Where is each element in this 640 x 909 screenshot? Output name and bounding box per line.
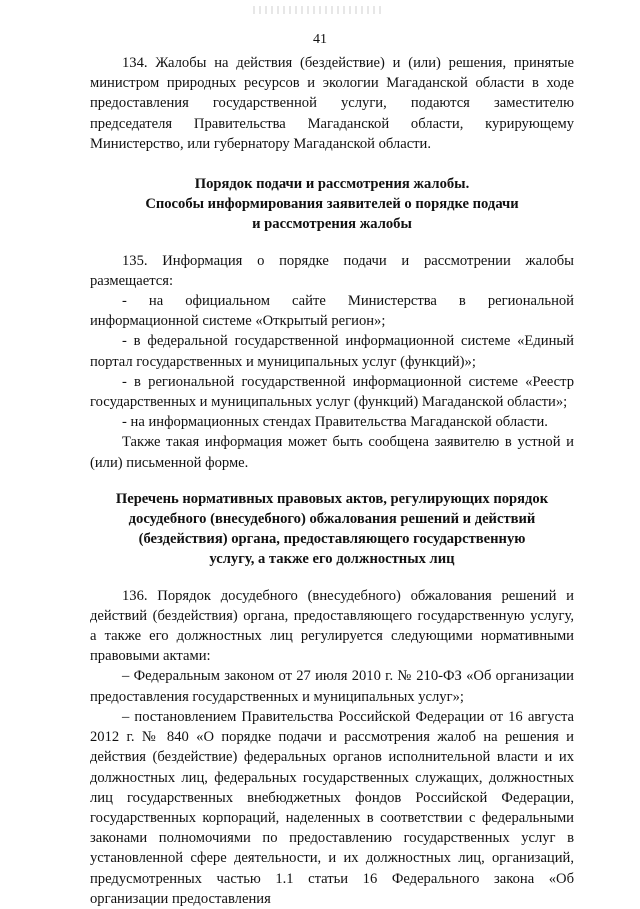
section-heading-complaint-procedure-line-1: Порядок подачи и рассмотрения жалобы. [194,176,470,193]
list-item: - в региональной государственной информационной системе «Реестр государственных и муниципальных услуг (функций) Магаданской области»; [90,373,574,411]
section-heading-legal-acts-line-3: (бездействия) органа, предоставляющего государственную [138,531,526,548]
list-item: – Федеральным законом от 27 июля 2010 г. № 210-ФЗ «Об организации предоставления государственных и муниципальных услуг»; [90,668,574,705]
section-heading-legal-acts-line-2: досудебного (внесудебного) обжалования решений и действий [128,511,536,528]
paragraph-134: 134. Жалобы на действия (бездействие) и (или) решения, принятые министром природных ресурсов и экологии Магаданской области в ходе предоставления государственной услуги, подаются заместителю председателя Правительства Магаданской области, курирующему Министерство, или губернатору Магаданской области. [90,55,574,152]
scan-artifact [253,6,383,14]
section-heading-complaint-procedure-line-2: Способы информирования заявителей о порядке подачи [145,196,519,213]
paragraph-135-intro: 135. Информация о порядке подачи и рассмотрении жалобы размещается: [90,252,574,289]
paragraph-135-note: Также такая информация может быть сообщена заявителю в устной и (или) письменной форме. [90,434,574,471]
document-body [90,53,574,909]
section-heading-legal-acts-line-4: услугу, а также его должностных лиц [209,551,455,568]
list-item: – постановлением Правительства Российской Федерации от 16 августа 2012 г. № 840 «О порядке подачи и рассмотрения жалоб на решения и действия (бездействие) федеральных органов исполнительной власти и их должностных лиц, федеральных государственных служащих, должностных лиц государственных внебюджетных фондов Российской Федерации, государственных корпораций, наделенных в соответствии с федеральными законами полномочиями по предоставлению государственных услуг в установленной сфере деятельности, и их должностных лиц, организаций, предусмотренных частью 1.1 статьи 16 Федерального закона «Об организации предоставления [90,708,574,907]
list-item: - в федеральной государственной информационной системе «Единый портал государственных и муниципальных услуг (функций)»; [90,333,574,370]
page-number: 41 [313,32,327,47]
list-item: - на информационных стендах Правительства Магаданской области. [122,414,548,431]
list-item: - на официальном сайте Министерства в региональной информационной системе «Открытый регион»; [90,293,574,330]
paragraph-136-intro: 136. Порядок досудебного (внесудебного) обжалования решений и действий (бездействия) органа, предоставляющего государственную услугу, а также его должностных лиц регулируется следующими нормативными правовыми актами: [90,587,574,665]
section-heading-legal-acts-line-1: Перечень нормативных правовых актов, регулирующих порядок [115,490,549,507]
section-heading-complaint-procedure-line-3: и рассмотрения жалобы [252,216,412,233]
